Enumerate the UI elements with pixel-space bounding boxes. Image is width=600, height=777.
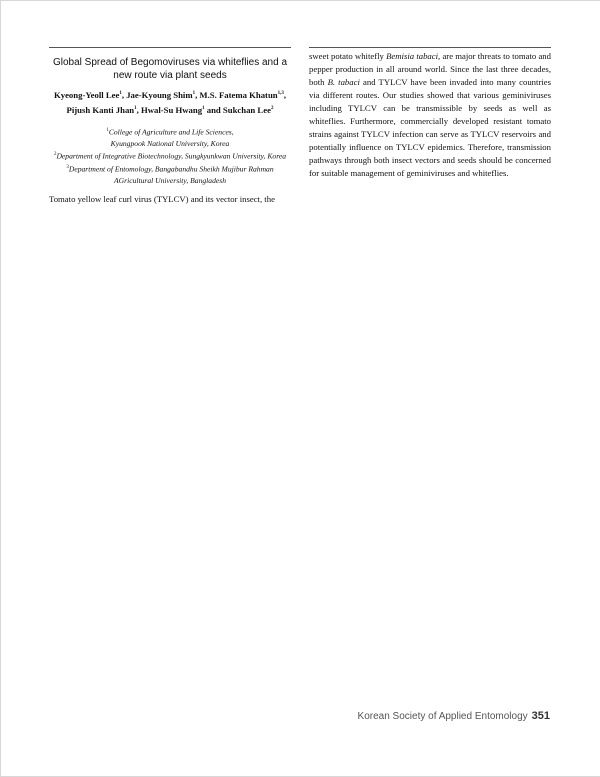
- society-name: Korean Society of Applied Entomology: [357, 711, 528, 722]
- right-top-rule: [309, 47, 551, 48]
- species-name: Bemisia tabaci: [386, 51, 439, 61]
- author: M.S. Fatema Khatun$^{1,3}$,: [199, 89, 287, 100]
- species-name-short: B. tabaci: [327, 77, 360, 87]
- affiliation-1: $^1$College of Agriculture and Life Sciences,: [106, 127, 234, 137]
- page-footer: [358, 710, 550, 722]
- author: Jae-Kyoung Shim$^1$,: [126, 89, 200, 100]
- abstract-continued: sweet potato whitefly Bemisia tabaci, are major threats to tomato and pepper production in all around world. Since the last three decades, both B. tabaci and TYLCV have been invaded into many countries via different routes. Our studies showed that various geminiviruses including TYLCV can be transmissible by seeds as well as whiteflies. Furthermore, commercially developed resistant tomato strains against TYLCV infection can serve as TYLCV reservoirs and potentially influence on TYLCV epidemics. Therefore, transmission pathways through both insect vectors and seeds should be concerned for suitable management of geminiviruses and whiteflies.: [309, 51, 551, 178]
- affiliation-2: $^2$Department of Integrative Biotechnology, Sungkyunkwan University, Korea: [53, 151, 287, 161]
- affiliation-1-cont: Kyungpook National University, Korea: [110, 138, 230, 148]
- author: Sukchan Lee$^2$: [222, 104, 274, 115]
- affiliation-3-cont: AGricultural University, Bangladesh: [114, 176, 226, 185]
- left-top-rule: [49, 47, 291, 48]
- right-column: [309, 47, 551, 180]
- abstract-start: Tomato yellow leaf curl virus (TYLCV) and its vector insect, the: [49, 194, 275, 205]
- author: Kyeong-Yeoll Lee$^1$,: [53, 89, 127, 100]
- page-number: 351: [531, 710, 550, 722]
- author: Hwal-Su Hwang$^1$ and: [140, 104, 223, 115]
- left-column: [49, 47, 291, 206]
- paper-title: Global Spread of Begomoviruses via whiteflies and a new route via plant seeds: [52, 57, 288, 81]
- affiliation-3: $^3$Department of Entomology, Bangabandhu Sheikh Mujibur Rahman: [66, 164, 274, 174]
- author: Pijush Kanti Jhan$^1$,: [66, 104, 141, 115]
- affiliations: [49, 125, 291, 187]
- author-list: [49, 87, 291, 117]
